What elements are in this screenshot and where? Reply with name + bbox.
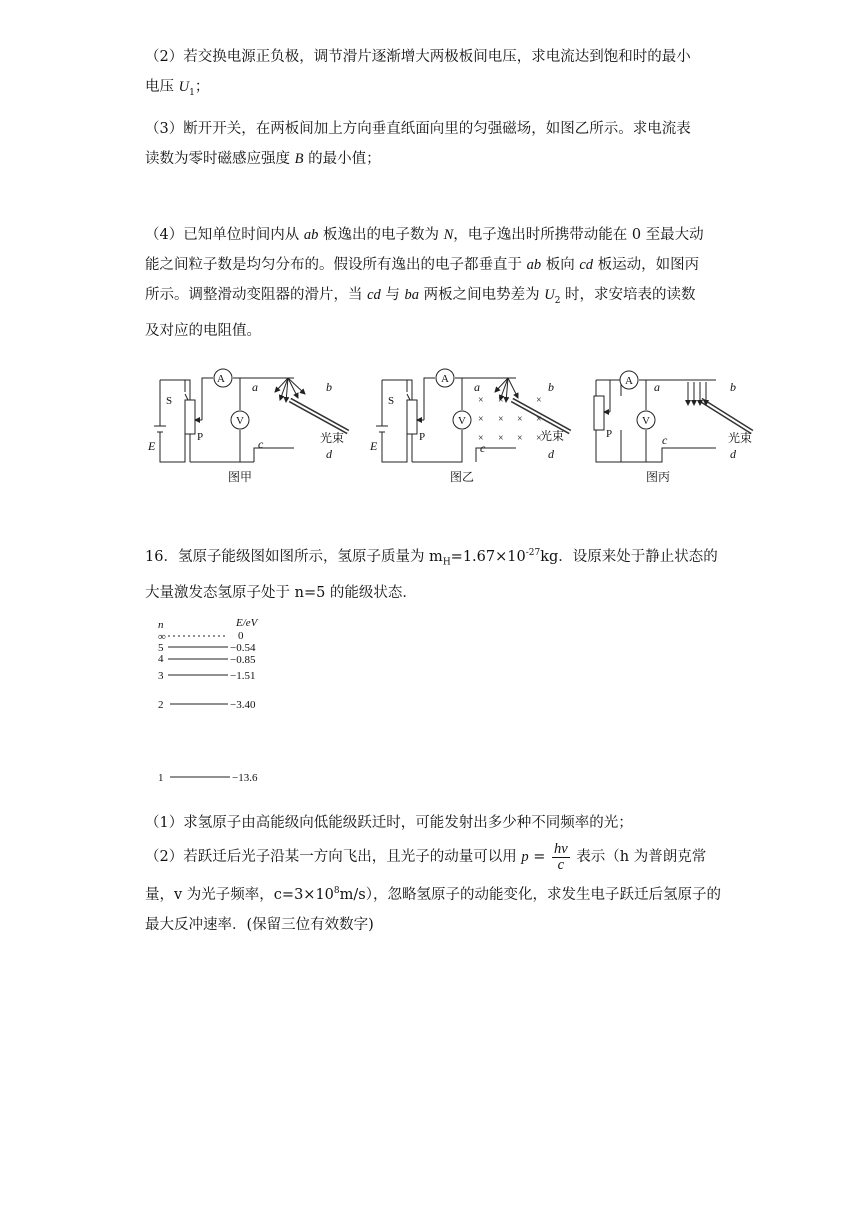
cross: × xyxy=(478,414,484,425)
cross: × xyxy=(517,433,523,444)
var-p: p xyxy=(521,849,529,865)
plate-b-label: b xyxy=(326,380,332,394)
text: 时，求安培表的读数 xyxy=(560,287,696,303)
text: 所示。调整滑动变阻器的滑片，当 xyxy=(145,287,368,303)
cross: × xyxy=(478,433,484,444)
sub-1: 1 xyxy=(189,87,195,98)
q15-part4-line1 xyxy=(145,220,725,250)
voltmeter-label: V xyxy=(236,415,244,427)
text: 两板之间电势差为 xyxy=(419,287,545,303)
emf-label: E xyxy=(370,439,378,453)
q15-part3 xyxy=(145,114,725,174)
text: ，电子逸出时所携带动能在 0 至最大动 xyxy=(453,227,704,243)
q16-stem xyxy=(145,538,725,608)
var-ab: ab xyxy=(303,227,319,243)
text: 量，v 为光子频率，c=3×10 xyxy=(145,886,334,903)
fraction-numerator: hν xyxy=(553,840,568,857)
switch-label: S xyxy=(388,395,395,407)
level-n: ∞ xyxy=(158,631,166,643)
q15-part3-line1: （3）断开开关，在两板间加上方向垂直纸面向里的匀强磁场，如图乙所示。求电流表 xyxy=(145,121,691,137)
text: 与 xyxy=(380,287,405,303)
q15-part2 xyxy=(145,42,725,108)
sub-H: H xyxy=(442,557,451,568)
level-e: −0.54 xyxy=(230,642,256,654)
plate-d-label: d xyxy=(730,447,736,461)
energy-axis-label: E/eV xyxy=(236,617,258,629)
plate-d-label: d xyxy=(326,447,332,461)
var-cd: cd xyxy=(579,257,594,273)
text: kg．设原来处于静止状态的 xyxy=(540,548,718,565)
level-e: −0.85 xyxy=(230,654,256,666)
q15-part3-line2 xyxy=(145,144,725,174)
slider-label: P xyxy=(197,431,204,443)
text: 板向 xyxy=(541,257,580,273)
var-ab: ab xyxy=(526,257,542,273)
plate-b-label: b xyxy=(548,380,554,394)
level-n: 1 xyxy=(158,772,164,784)
figure-jia xyxy=(154,369,348,462)
text: 板逸出的电子数为 xyxy=(318,227,444,243)
magnetic-field-crosses xyxy=(478,395,542,444)
ammeter-label: A xyxy=(217,373,225,385)
text: 能之间粒子数是均匀分布的。假设所有逸出的电子都垂直于 xyxy=(145,257,527,273)
cross: × xyxy=(498,395,504,406)
q15-part4-line3 xyxy=(145,280,725,316)
q15-part2-line2 xyxy=(145,72,725,108)
slider-label: P xyxy=(606,428,613,440)
level-e: −13.6 xyxy=(232,772,258,784)
text: 板运动，如图丙 xyxy=(593,257,700,273)
figure-bing xyxy=(594,371,752,462)
q16-part2-line2 xyxy=(145,876,725,910)
caption-bing: 图丙 xyxy=(645,470,671,484)
level-e: −3.40 xyxy=(230,699,256,711)
level-e: 0 xyxy=(238,630,244,642)
cross: × xyxy=(536,433,542,444)
caption-yi: 图乙 xyxy=(449,470,475,484)
switch-label: S xyxy=(166,395,173,407)
beam-label: 光束 xyxy=(320,431,345,445)
q15-part2-line1: （2）若交换电源正负极，调节滑片逐渐增大两极板间电压，求电流达到饱和时的最小 xyxy=(145,49,691,65)
level-n: 3 xyxy=(158,670,164,682)
q15-part4-line2 xyxy=(145,250,725,280)
text: = xyxy=(528,849,550,865)
q16-line2: 大量激发态氢原子处于 n=5 的能级状态． xyxy=(145,584,417,601)
plate-c-label: c xyxy=(662,433,668,447)
var-ba: ba xyxy=(404,287,420,303)
q16-line1 xyxy=(145,538,725,578)
text: 16．氢原子能级图如图所示，氢原子质量为 m xyxy=(145,548,443,565)
plate-d-label: d xyxy=(548,447,554,461)
voltmeter-label: V xyxy=(642,415,650,427)
q15-part4-line4: 及对应的电阻值。 xyxy=(145,322,261,339)
q16-part1-line: （1）求氢原子由高能级向低能级跃迁时，可能发射出多少种不同频率的光； xyxy=(145,815,633,831)
fraction-hv-over-c xyxy=(552,842,570,873)
q15-part4 xyxy=(145,220,725,346)
ammeter-label: A xyxy=(625,375,633,387)
q16-part2 xyxy=(145,838,725,940)
text: =1.67×10 xyxy=(450,548,526,565)
plate-a-label: a xyxy=(654,380,660,394)
cross: × xyxy=(536,414,542,425)
plate-b-label: b xyxy=(730,380,736,394)
ammeter-label: A xyxy=(441,373,449,385)
circuit-figures xyxy=(140,360,780,490)
beam-label: 光束 xyxy=(540,429,565,443)
level-e: −1.51 xyxy=(230,670,256,682)
cross: × xyxy=(536,395,542,406)
text: m/s），忽略氢原子的动能变化，求发生电子跃迁后氢原子的 xyxy=(339,886,721,903)
energy-level-diagram xyxy=(150,614,310,790)
emf-label: E xyxy=(148,439,156,453)
cross: × xyxy=(498,433,504,444)
caption-jia: 图甲 xyxy=(227,470,253,484)
var-N: N xyxy=(443,227,454,243)
sup-exp: -27 xyxy=(525,548,541,558)
fraction-denominator: c xyxy=(557,856,565,873)
text: （2）若跃迁后光子沿某一方向飞出，且光子的动量可以用 xyxy=(145,849,522,865)
plate-a-label: a xyxy=(252,380,258,394)
cross: × xyxy=(478,395,484,406)
text: ； xyxy=(194,79,210,95)
q16-part2-line1 xyxy=(145,838,725,876)
level-n: 4 xyxy=(158,653,164,665)
cross: × xyxy=(498,414,504,425)
var-B: B xyxy=(294,151,304,167)
plate-a-label: a xyxy=(474,380,480,394)
text: 的最小值； xyxy=(303,151,381,167)
q16-part2-line3: 最大反冲速率．(保留三位有效数字) xyxy=(145,916,374,933)
text: 表示（h 为普朗克常 xyxy=(571,849,707,865)
var-U: U xyxy=(544,287,555,303)
voltmeter-label: V xyxy=(458,415,466,427)
sub-2: 2 xyxy=(554,295,561,306)
sup-exp: 8 xyxy=(333,886,340,896)
text: 电压 xyxy=(145,79,179,95)
var-cd: cd xyxy=(367,287,381,303)
level-n: 5 xyxy=(158,642,164,654)
text: 读数为零时磁感应强度 xyxy=(145,151,295,167)
level-n: 2 xyxy=(158,699,164,711)
text: （4）已知单位时间内从 xyxy=(145,227,304,243)
plate-c-label: c xyxy=(480,441,486,455)
cross: × xyxy=(517,414,523,425)
beam-label: 光束 xyxy=(728,431,753,445)
n-axis-label: n xyxy=(158,619,164,631)
q16-part1 xyxy=(145,808,725,838)
slider-label: P xyxy=(419,431,426,443)
var-U: U xyxy=(178,79,190,95)
plate-c-label: c xyxy=(258,437,264,451)
